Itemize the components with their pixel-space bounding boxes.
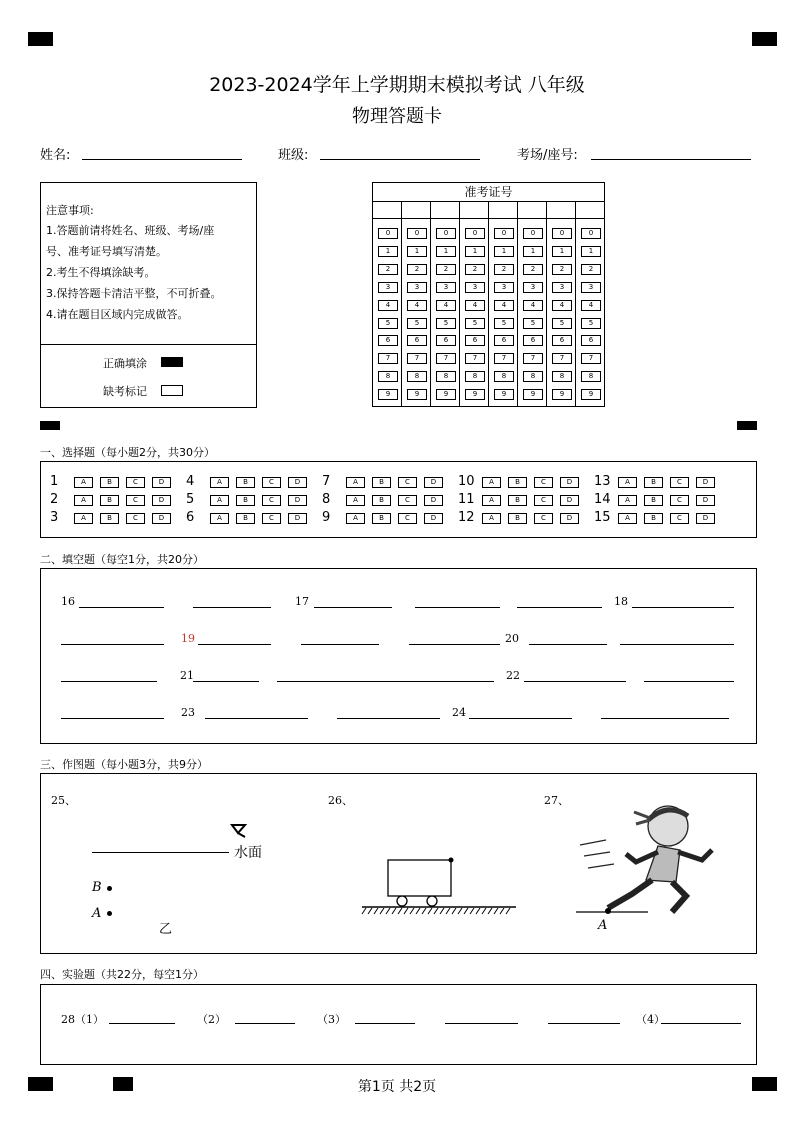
answer-blank[interactable] xyxy=(620,644,734,645)
digit-bubble[interactable]: 5 xyxy=(581,318,601,329)
digit-bubble[interactable]: 0 xyxy=(581,228,601,239)
option-bubble[interactable]: D xyxy=(696,477,715,488)
digit-bubble[interactable]: 2 xyxy=(465,264,485,275)
digit-bubble[interactable]: 9 xyxy=(552,389,572,400)
digit-bubble[interactable]: 5 xyxy=(407,318,427,329)
digit-bubble[interactable]: 9 xyxy=(436,389,456,400)
option-bubble[interactable]: B xyxy=(100,477,119,488)
running-boy-illustration xyxy=(576,790,726,920)
question-number: 21 xyxy=(180,669,194,682)
digit-bubble[interactable]: 5 xyxy=(436,318,456,329)
digit-bubble[interactable]: 2 xyxy=(436,264,456,275)
exam-number-column xyxy=(460,201,489,406)
question-number: 23 xyxy=(181,706,195,719)
option-bubble[interactable]: A xyxy=(482,477,501,488)
option-bubble[interactable]: C xyxy=(670,495,689,506)
option-bubble[interactable]: B xyxy=(644,477,663,488)
notes-item: 3.保持答题卡清洁平整，不可折叠。 xyxy=(46,287,222,300)
digit-bubble[interactable]: 0 xyxy=(407,228,427,239)
question-number: 17 xyxy=(295,595,309,608)
answer-blank[interactable] xyxy=(355,1023,415,1024)
point-b-label: B xyxy=(92,880,102,895)
digit-bubble[interactable]: 1 xyxy=(552,246,572,257)
option-bubble[interactable]: B xyxy=(372,495,391,506)
exam-number-entry-cell[interactable] xyxy=(547,201,575,219)
option-bubble[interactable]: C xyxy=(398,495,417,506)
option-bubble[interactable]: B xyxy=(644,495,663,506)
exam-number-heading: 准考证号 xyxy=(373,183,604,202)
option-bubble[interactable]: D xyxy=(152,513,171,524)
option-bubble[interactable]: C xyxy=(262,477,281,488)
digit-bubble[interactable]: 3 xyxy=(523,282,543,293)
option-bubble[interactable]: C xyxy=(534,495,553,506)
digit-bubble[interactable]: 5 xyxy=(465,318,485,329)
option-bubble[interactable]: B xyxy=(508,513,527,524)
digit-bubble[interactable]: 1 xyxy=(465,246,485,257)
answer-blank[interactable] xyxy=(79,607,164,608)
q25-label: 25、 xyxy=(51,794,76,807)
question-number: 14 xyxy=(594,492,611,507)
digit-bubble[interactable]: 8 xyxy=(407,371,427,382)
notes-item: 号、准考证号填写清楚。 xyxy=(46,245,167,258)
option-bubble[interactable]: A xyxy=(74,495,93,506)
exam-number-column xyxy=(576,201,605,406)
question-number: 24 xyxy=(452,706,466,719)
option-bubble[interactable]: A xyxy=(482,513,501,524)
option-bubble[interactable]: A xyxy=(618,495,637,506)
option-bubble[interactable]: A xyxy=(346,495,365,506)
option-bubble[interactable]: A xyxy=(346,513,365,524)
answer-blank[interactable] xyxy=(529,644,607,645)
option-bubble[interactable]: A xyxy=(346,477,365,488)
answer-blank[interactable] xyxy=(548,1023,620,1024)
q28-part2-label: （2） xyxy=(197,1013,226,1026)
digit-bubble[interactable]: 2 xyxy=(581,264,601,275)
digit-bubble[interactable]: 8 xyxy=(494,371,514,382)
digit-bubble[interactable]: 1 xyxy=(378,246,398,257)
alignment-mark-top-right xyxy=(752,32,777,46)
answer-blank[interactable] xyxy=(198,644,271,645)
digit-bubble[interactable]: 8 xyxy=(523,371,543,382)
option-bubble[interactable]: A xyxy=(482,495,501,506)
answer-blank[interactable] xyxy=(61,681,157,682)
cart-on-ground-diagram xyxy=(360,852,518,918)
option-bubble[interactable]: D xyxy=(560,477,579,488)
eye-icon xyxy=(229,821,249,839)
option-bubble[interactable]: A xyxy=(210,513,229,524)
digit-bubble[interactable]: 8 xyxy=(465,371,485,382)
option-bubble[interactable]: D xyxy=(560,495,579,506)
point-a-dot xyxy=(107,911,112,916)
section2-title: 二、填空题（每空1分，共20分） xyxy=(40,553,204,566)
page-footer: 第1页 共2页 xyxy=(357,1079,437,1095)
option-bubble[interactable]: B xyxy=(236,495,255,506)
answer-blank[interactable] xyxy=(109,1023,175,1024)
option-bubble[interactable]: A xyxy=(618,477,637,488)
digit-bubble[interactable]: 3 xyxy=(378,282,398,293)
digit-bubble[interactable]: 5 xyxy=(378,318,398,329)
digit-bubble[interactable]: 3 xyxy=(581,282,601,293)
answer-blank[interactable] xyxy=(469,718,572,719)
answer-blank[interactable] xyxy=(205,718,308,719)
digit-bubble[interactable]: 6 xyxy=(378,335,398,346)
absent-mark-label: 缺考标记 xyxy=(103,385,147,398)
digit-bubble[interactable]: 9 xyxy=(494,389,514,400)
q28-part4-label: （4） xyxy=(636,1013,665,1026)
point-a2-label: A xyxy=(598,918,608,933)
digit-bubble[interactable]: 4 xyxy=(407,300,427,311)
digit-bubble[interactable]: 6 xyxy=(552,335,572,346)
digit-bubble[interactable]: 4 xyxy=(465,300,485,311)
question-number: 19 xyxy=(181,632,195,645)
name-label: 姓名: xyxy=(40,148,71,163)
option-bubble[interactable]: B xyxy=(236,477,255,488)
answer-blank[interactable] xyxy=(301,644,379,645)
answer-blank[interactable] xyxy=(632,607,734,608)
notes-item: 4.请在题目区域内完成做答。 xyxy=(46,308,189,321)
seat-field[interactable] xyxy=(591,159,751,160)
option-bubble[interactable]: C xyxy=(670,477,689,488)
answer-blank[interactable] xyxy=(601,718,729,719)
option-bubble[interactable]: D xyxy=(288,477,307,488)
exam-number-column xyxy=(431,201,460,406)
digit-bubble[interactable]: 9 xyxy=(407,389,427,400)
digit-bubble[interactable]: 4 xyxy=(581,300,601,311)
option-bubble[interactable]: C xyxy=(670,513,689,524)
option-bubble[interactable]: C xyxy=(126,477,145,488)
option-bubble[interactable]: A xyxy=(210,495,229,506)
answer-blank[interactable] xyxy=(61,718,164,719)
digit-bubble[interactable]: 6 xyxy=(436,335,456,346)
notes-item: 1.答题前请将姓名、班级、考场/座 xyxy=(46,224,215,237)
option-bubble[interactable]: D xyxy=(696,495,715,506)
exam-number-entry-cell[interactable] xyxy=(518,201,546,219)
digit-bubble[interactable]: 1 xyxy=(494,246,514,257)
exam-number-entry-cell[interactable] xyxy=(431,201,459,219)
digit-bubble[interactable]: 2 xyxy=(494,264,514,275)
question-number: 20 xyxy=(505,632,519,645)
digit-bubble[interactable]: 0 xyxy=(465,228,485,239)
answer-blank[interactable] xyxy=(235,1023,295,1024)
digit-bubble[interactable]: 8 xyxy=(581,371,601,382)
answer-blank[interactable] xyxy=(314,607,392,608)
digit-bubble[interactable]: 3 xyxy=(494,282,514,293)
digit-bubble[interactable]: 9 xyxy=(465,389,485,400)
option-bubble[interactable]: C xyxy=(398,477,417,488)
question-number: 8 xyxy=(322,492,331,507)
question-number: 1 xyxy=(50,474,59,489)
digit-bubble[interactable]: 2 xyxy=(523,264,543,275)
exam-number-entry-cell[interactable] xyxy=(373,201,401,219)
digit-bubble[interactable]: 6 xyxy=(407,335,427,346)
digit-bubble[interactable]: 4 xyxy=(436,300,456,311)
exam-number-grid xyxy=(372,182,605,407)
q26-label: 26、 xyxy=(328,794,353,807)
digit-bubble[interactable]: 2 xyxy=(378,264,398,275)
digit-bubble[interactable]: 7 xyxy=(465,353,485,364)
option-bubble[interactable]: D xyxy=(560,513,579,524)
section4-title: 四、实验题（共22分，每空1分） xyxy=(40,968,204,981)
digit-bubble[interactable]: 0 xyxy=(436,228,456,239)
digit-bubble[interactable]: 0 xyxy=(523,228,543,239)
option-bubble[interactable]: B xyxy=(236,513,255,524)
digit-bubble[interactable]: 3 xyxy=(465,282,485,293)
correct-fill-sample xyxy=(161,357,183,367)
digit-bubble[interactable]: 9 xyxy=(581,389,601,400)
notes-item: 2.考生不得填涂缺考。 xyxy=(46,266,156,279)
question-number: 18 xyxy=(614,595,628,608)
question-number: 16 xyxy=(61,595,75,608)
digit-bubble[interactable]: 4 xyxy=(378,300,398,311)
answer-blank[interactable] xyxy=(524,681,626,682)
answer-blank[interactable] xyxy=(445,1023,518,1024)
digit-bubble[interactable]: 6 xyxy=(465,335,485,346)
question-number: 12 xyxy=(458,510,475,525)
option-bubble[interactable]: C xyxy=(398,513,417,524)
option-bubble[interactable]: D xyxy=(424,495,443,506)
question-number: 6 xyxy=(186,510,195,525)
digit-bubble[interactable]: 7 xyxy=(436,353,456,364)
q28-label: 28（1） xyxy=(61,1013,104,1026)
digit-bubble[interactable]: 1 xyxy=(581,246,601,257)
option-bubble[interactable]: D xyxy=(288,495,307,506)
question-number: 9 xyxy=(322,510,331,525)
exam-number-entry-cell[interactable] xyxy=(576,201,605,219)
option-bubble[interactable]: D xyxy=(152,477,171,488)
digit-bubble[interactable]: 2 xyxy=(407,264,427,275)
digit-bubble[interactable]: 0 xyxy=(552,228,572,239)
water-surface-label: 水面 xyxy=(234,845,262,861)
option-bubble[interactable]: A xyxy=(210,477,229,488)
digit-bubble[interactable]: 2 xyxy=(552,264,572,275)
digit-bubble[interactable]: 7 xyxy=(581,353,601,364)
option-bubble[interactable]: D xyxy=(152,495,171,506)
exam-number-column xyxy=(518,201,547,406)
alignment-mark-mid-left xyxy=(40,421,60,430)
q27-label: 27、 xyxy=(544,794,569,807)
option-bubble[interactable]: C xyxy=(126,513,145,524)
section1-title: 一、选择题（每小题2分，共30分） xyxy=(40,446,215,459)
option-bubble[interactable]: B xyxy=(508,477,527,488)
digit-bubble[interactable]: 6 xyxy=(523,335,543,346)
digit-bubble[interactable]: 3 xyxy=(436,282,456,293)
correct-fill-label: 正确填涂 xyxy=(103,357,147,370)
digit-bubble[interactable]: 0 xyxy=(494,228,514,239)
digit-bubble[interactable]: 3 xyxy=(407,282,427,293)
digit-bubble[interactable]: 1 xyxy=(523,246,543,257)
digit-bubble[interactable]: 9 xyxy=(378,389,398,400)
digit-bubble[interactable]: 1 xyxy=(436,246,456,257)
answer-blank[interactable] xyxy=(193,607,271,608)
option-bubble[interactable]: D xyxy=(424,477,443,488)
digit-bubble[interactable]: 7 xyxy=(523,353,543,364)
option-bubble[interactable]: A xyxy=(74,477,93,488)
alignment-mark-mid-right xyxy=(737,421,757,430)
digit-bubble[interactable]: 8 xyxy=(436,371,456,382)
answer-blank[interactable] xyxy=(409,644,500,645)
option-bubble[interactable]: B xyxy=(644,513,663,524)
answer-blank[interactable] xyxy=(415,607,500,608)
exam-number-entry-cell[interactable] xyxy=(489,201,517,219)
option-bubble[interactable]: C xyxy=(126,495,145,506)
digit-bubble[interactable]: 5 xyxy=(494,318,514,329)
section3-title: 三、作图题（每小题3分，共9分） xyxy=(40,758,208,771)
page-subtitle: 物理答题卡 xyxy=(352,106,442,127)
answer-blank[interactable] xyxy=(517,607,602,608)
digit-bubble[interactable]: 6 xyxy=(581,335,601,346)
digit-bubble[interactable]: 9 xyxy=(523,389,543,400)
option-bubble[interactable]: B xyxy=(100,513,119,524)
question-number: 4 xyxy=(186,474,195,489)
option-bubble[interactable]: A xyxy=(618,513,637,524)
absent-mark-checkbox[interactable] xyxy=(161,385,183,396)
digit-bubble[interactable]: 7 xyxy=(494,353,514,364)
question-number: 5 xyxy=(186,492,195,507)
exam-number-column xyxy=(489,201,518,406)
point-a-label: A xyxy=(92,906,102,921)
option-bubble[interactable]: B xyxy=(100,495,119,506)
answer-blank[interactable] xyxy=(644,681,734,682)
water-surface-line xyxy=(92,852,229,853)
question-number: 7 xyxy=(322,474,331,489)
class-label: 班级: xyxy=(278,148,309,163)
option-bubble[interactable]: D xyxy=(288,513,307,524)
answer-blank[interactable] xyxy=(61,644,164,645)
digit-bubble[interactable]: 0 xyxy=(378,228,398,239)
answer-blank[interactable] xyxy=(193,681,259,682)
digit-bubble[interactable]: 4 xyxy=(494,300,514,311)
notes-divider xyxy=(40,344,257,345)
point-b-dot xyxy=(107,886,112,891)
option-bubble[interactable]: C xyxy=(534,477,553,488)
exam-number-column xyxy=(373,201,402,406)
digit-bubble[interactable]: 6 xyxy=(494,335,514,346)
option-bubble[interactable]: C xyxy=(262,495,281,506)
alignment-mark-top-left xyxy=(28,32,53,46)
point-yi-label: 乙 xyxy=(159,922,173,937)
digit-bubble[interactable]: 3 xyxy=(552,282,572,293)
digit-bubble[interactable]: 8 xyxy=(552,371,572,382)
q28-part3-label: （3） xyxy=(317,1013,346,1026)
option-bubble[interactable]: C xyxy=(534,513,553,524)
digit-bubble[interactable]: 7 xyxy=(378,353,398,364)
answer-blank[interactable] xyxy=(277,681,494,682)
digit-bubble[interactable]: 5 xyxy=(523,318,543,329)
digit-bubble[interactable]: 4 xyxy=(552,300,572,311)
exam-number-entry-cell[interactable] xyxy=(402,201,430,219)
option-bubble[interactable]: D xyxy=(424,513,443,524)
option-bubble[interactable]: A xyxy=(74,513,93,524)
page-title: 2023-2024学年上学期期末模拟考试 八年级 xyxy=(209,74,585,96)
notes-heading: 注意事项: xyxy=(46,204,94,217)
digit-bubble[interactable]: 4 xyxy=(523,300,543,311)
question-number: 22 xyxy=(506,669,520,682)
option-bubble[interactable]: B xyxy=(508,495,527,506)
question-number: 10 xyxy=(458,474,475,489)
question-number: 11 xyxy=(458,492,475,507)
exam-number-column xyxy=(402,201,431,406)
digit-bubble[interactable]: 5 xyxy=(552,318,572,329)
seat-label: 考场/座号: xyxy=(517,148,578,163)
answer-blank[interactable] xyxy=(337,718,440,719)
exam-number-column xyxy=(547,201,576,406)
question-number: 3 xyxy=(50,510,59,525)
digit-bubble[interactable]: 1 xyxy=(407,246,427,257)
question-number: 2 xyxy=(50,492,59,507)
digit-bubble[interactable]: 7 xyxy=(407,353,427,364)
option-bubble[interactable]: B xyxy=(372,513,391,524)
option-bubble[interactable]: D xyxy=(696,513,715,524)
question-number: 13 xyxy=(594,474,611,489)
option-bubble[interactable]: C xyxy=(262,513,281,524)
answer-blank[interactable] xyxy=(661,1023,741,1024)
class-field[interactable] xyxy=(320,159,480,160)
exam-number-entry-cell[interactable] xyxy=(460,201,488,219)
digit-bubble[interactable]: 8 xyxy=(378,371,398,382)
question-number: 15 xyxy=(594,510,611,525)
option-bubble[interactable]: B xyxy=(372,477,391,488)
digit-bubble[interactable]: 7 xyxy=(552,353,572,364)
name-field[interactable] xyxy=(82,159,242,160)
